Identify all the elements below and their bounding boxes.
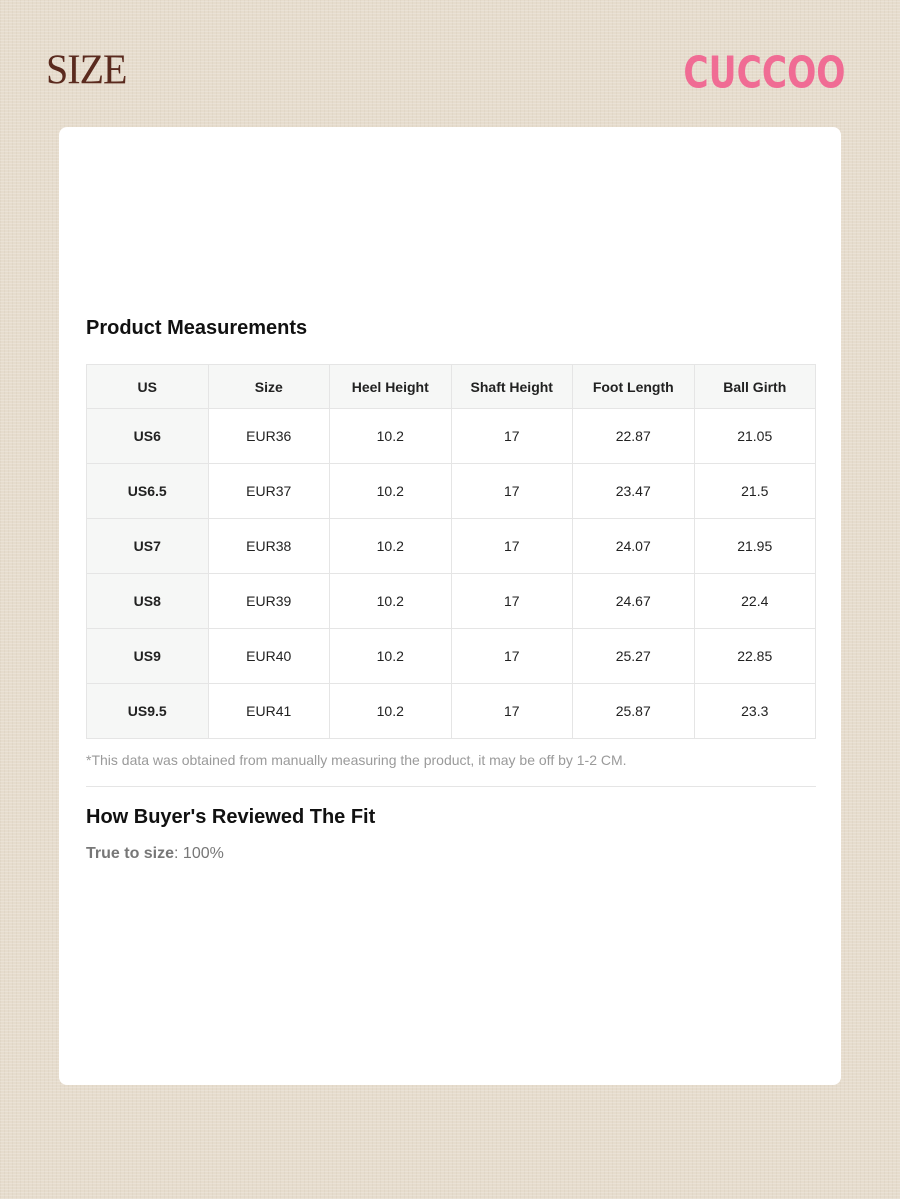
size-card: [59, 127, 841, 1085]
cell-ball-girth: 21.5: [694, 464, 816, 519]
cell-size: EUR36: [208, 409, 330, 464]
cell-heel-height: 10.2: [330, 684, 452, 739]
column-header-foot-length: Foot Length: [573, 365, 695, 409]
cell-shaft-height: 17: [451, 409, 573, 464]
cell-us: US9.5: [87, 684, 209, 739]
table-row: [87, 409, 816, 464]
table-header-row: [87, 365, 816, 409]
cell-us: US8: [87, 574, 209, 629]
fit-value: 100%: [182, 845, 224, 862]
cell-size: EUR40: [208, 629, 330, 684]
cell-heel-height: 10.2: [330, 629, 452, 684]
size-title: SIZE: [46, 45, 127, 94]
cell-foot-length: 24.07: [573, 519, 695, 574]
cell-foot-length: 25.27: [573, 629, 695, 684]
table-row: [87, 684, 816, 739]
cell-size: EUR38: [208, 519, 330, 574]
cell-size: EUR37: [208, 464, 330, 519]
fit-colon: :: [174, 845, 183, 862]
cell-us: US7: [87, 519, 209, 574]
cell-us: US6: [87, 409, 209, 464]
cell-size: EUR39: [208, 574, 330, 629]
section-divider: [86, 786, 816, 787]
cell-us: US9: [87, 629, 209, 684]
cell-shaft-height: 17: [451, 574, 573, 629]
fit-review-title: How Buyer's Reviewed The Fit: [86, 806, 376, 828]
cell-ball-girth: 22.85: [694, 629, 816, 684]
cell-foot-length: 25.87: [573, 684, 695, 739]
cell-heel-height: 10.2: [330, 464, 452, 519]
table-row: [87, 629, 816, 684]
brand-logo: CUCCOO: [683, 48, 846, 99]
cell-ball-girth: 21.05: [694, 409, 816, 464]
measurements-table: [86, 364, 816, 739]
cell-ball-girth: 22.4: [694, 574, 816, 629]
column-header-us: US: [87, 365, 209, 409]
column-header-heel-height: Heel Height: [330, 365, 452, 409]
cell-heel-height: 10.2: [330, 574, 452, 629]
cell-foot-length: 24.67: [573, 574, 695, 629]
cell-foot-length: 22.87: [573, 409, 695, 464]
cell-size: EUR41: [208, 684, 330, 739]
cell-us: US6.5: [87, 464, 209, 519]
cell-shaft-height: 17: [451, 629, 573, 684]
cell-shaft-height: 17: [451, 684, 573, 739]
table-row: [87, 464, 816, 519]
cell-shaft-height: 17: [451, 464, 573, 519]
measurements-title: Product Measurements: [86, 317, 308, 339]
fit-label: True to size: [86, 845, 175, 862]
cell-ball-girth: 21.95: [694, 519, 816, 574]
cell-foot-length: 23.47: [573, 464, 695, 519]
column-header-ball-girth: Ball Girth: [694, 365, 816, 409]
cell-shaft-height: 17: [451, 519, 573, 574]
cell-ball-girth: 23.3: [694, 684, 816, 739]
cell-heel-height: 10.2: [330, 519, 452, 574]
measurement-disclaimer: *This data was obtained from manually measuring the product, it may be off by 1-2 CM.: [86, 752, 627, 768]
column-header-shaft-height: Shaft Height: [451, 365, 573, 409]
table-row: [87, 519, 816, 574]
column-header-size: Size: [208, 365, 330, 409]
fit-summary: [86, 846, 224, 862]
table-row: [87, 574, 816, 629]
cell-heel-height: 10.2: [330, 409, 452, 464]
